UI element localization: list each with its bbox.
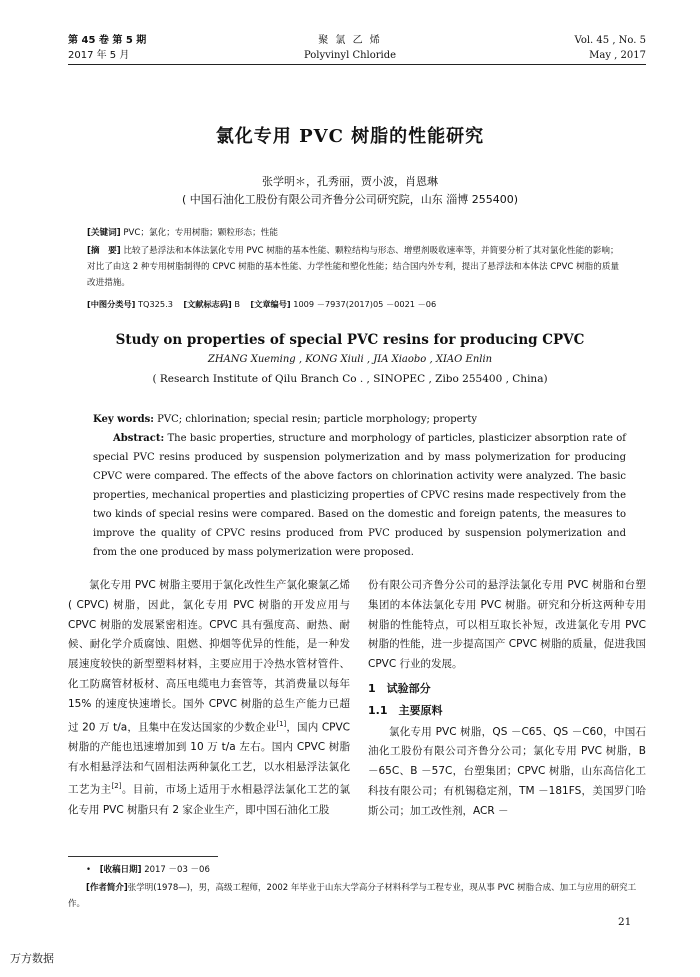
body-text: 。目前，市场上适用于水相悬浮法氯化工艺的氯化专用 PVC 树脂只有 2 家企业生产，即中国石油化工股 — [68, 783, 351, 816]
classification-line — [87, 296, 627, 312]
citation[interactable]: [1] — [276, 719, 287, 728]
keywords-cn-text: PVC；氯化；专用树脂；颗粒形态；性能 — [123, 228, 278, 238]
keywords-cn — [87, 225, 627, 241]
header-volume-en: Vol. 45 , No. 5 — [574, 35, 646, 46]
subsection-heading: 1.1 主要原料 — [368, 703, 443, 717]
class-label: [中图分类号] — [87, 299, 136, 309]
keywords-en-text: PVC; chlorination; special resin; particle morphology; property — [154, 414, 477, 425]
paper-title-cn: 氯化专用 PVC 树脂的性能研究 — [215, 126, 485, 147]
header-journal-cn: 聚 氯 乙 烯 — [318, 35, 382, 46]
header-rule — [68, 64, 646, 65]
class-value: TQ325.3 — [138, 299, 173, 309]
footnote-rule — [68, 856, 218, 857]
footnote-received — [68, 862, 646, 878]
affiliation-en: ( Research Institute of Qilu Branch Co . , SINOPEC , Zibo 255400 , China) — [152, 373, 548, 385]
body-paragraph: 份有限公司齐鲁分公司的悬浮法氯化专用 PVC 树脂和台塑集团的本体法氯化专用 PVC 树脂。研究和分析这两种专用树脂的性能特点，可以相互取长补短，改进氯化专用 PVC 树脂的性能，进一步提高国产 CPVC 树脂的质量，促进我国 CPVC 行业的发展。 — [368, 579, 646, 671]
body-text: 氯化专用 PVC 树脂主要用于氯化改性生产氯化聚氯乙烯( CPVC) 树脂，因此，氯化专用 PVC 树脂的开发应用与 CPVC 树脂的发展紧密相连。CPVC 具有强度高、耐热、耐候、耐化学介质腐蚀、阻燃、抑烟等优异的性能，是一种发展速度较快的新型塑料材料，主要应用于冷热水管材管件、化工防腐管材板材、高压电缆电力套管等，其消费量以每年 15% 的速度快速增长。国外 CPVC 树脂的总生产能力已超过 20 万 t/a，且集中在发达国家的少数企业 — [68, 579, 350, 734]
article-label: [文章编号] — [250, 299, 291, 309]
abstract-cn-text: 比较了悬浮法和本体法氯化专用 PVC 树脂的基本性能、颗粒结构与形态、增塑剂吸收速率等，并简要分析了其对氯化性能的影响；对比了由这 2 种专用树脂制得的 CPVC 树脂的基本性能、力学性能和塑化性能；结合国内外专利，提出了悬浮法和本体法 CPVC 树脂的质量改进措施。 — [87, 246, 620, 288]
page-number: 21 — [618, 916, 632, 928]
footnote-author — [68, 880, 646, 912]
abstract-cn — [87, 243, 627, 291]
header-volume-cn: 第 45 卷 第 5 期 — [68, 35, 147, 46]
article-value: 1009 －7937(2017)05 －0021 －06 — [293, 299, 437, 309]
abstract-cn-label: [摘 要] — [87, 246, 121, 256]
author-note-text: 张学明(1978—)，男，高级工程师，2002 年毕业于山东大学高分子材料科学与工程专业，现从事 PVC 树脂合成、加工与应用的研究工作。 — [68, 883, 637, 909]
abstract-en — [93, 429, 626, 562]
header-journal-en: Polyvinyl Chloride — [303, 50, 397, 61]
received-label: [收稿日期] — [99, 865, 142, 875]
affiliation-cn: ( 中国石油化工股份有限公司齐鲁分公司研究院，山东 淄博 255400) — [181, 193, 519, 206]
section-heading: 1 试验部分 — [368, 681, 431, 695]
body-paragraph — [68, 576, 350, 821]
keywords-en — [93, 410, 626, 429]
body-left-column — [68, 576, 350, 821]
authors-en: ZHANG Xueming , KONG Xiuli , JIA Xiaobo , XIAO Enlin — [207, 354, 493, 365]
doccode-label: [文献标志码] — [183, 299, 232, 309]
doccode-value: B — [234, 299, 240, 309]
authors-cn: 张学明＊，孔秀丽，贾小波，肖恩琳 — [262, 175, 438, 188]
abstract-en-label: Abstract: — [113, 433, 165, 444]
keywords-en-label: Key words: — [93, 414, 154, 425]
body-text: ，国内 CPVC 树脂的产能也迅速增加到 10 万 t/a 左右。国内 CPVC 树脂有水相悬浮法和气固相法两种氯化工艺，以水相悬浮法氯化工艺为主 — [68, 721, 350, 796]
footnote-bullet: • — [86, 865, 92, 875]
keywords-cn-label: [关键词] — [87, 228, 121, 238]
citation[interactable]: [2] — [111, 782, 122, 791]
body-right-column — [368, 576, 646, 822]
header-date-en: May , 2017 — [589, 50, 646, 61]
received-value: 2017 －03 －06 — [144, 865, 210, 875]
author-note-label: [作者简介] — [86, 883, 128, 893]
header-date-cn: 2017 年 5 月 — [68, 50, 130, 61]
body-paragraph: 氯化专用 PVC 树脂，QS －C65、QS －C60，中国石油化工股份有限公司齐鲁分公司；氯化专用 PVC 树脂，B －65C、B －57C，台塑集团；CPVC 树脂，山东高信化工科技有限公司；有机锡稳定剂，TM －181FS，美国罗门哈斯公司；加工改性剂，ACR － — [368, 725, 646, 817]
watermark: 万方数据 — [10, 952, 54, 965]
abstract-en-text: The basic properties, structure and morphology of particles, plasticizer absorption rate of special PVC resins produced by suspension polymerization and by mass polymerization for producing CPVC were compared. The effects of the above factors on chlorination activity were analyzed. The basic properties, mechanical properties and plasticizing properties of CPVC resins made respectively from the two kinds of special resins were compared. Based on the domestic and foreign patents, the measures to improve the quality of CPVC resins produced from PVC produced by suspension polymerization and from the one produced by mass polymerization were proposed. — [93, 433, 626, 558]
paper-title-en: Study on properties of special PVC resins for producing CPVC — [115, 332, 585, 348]
